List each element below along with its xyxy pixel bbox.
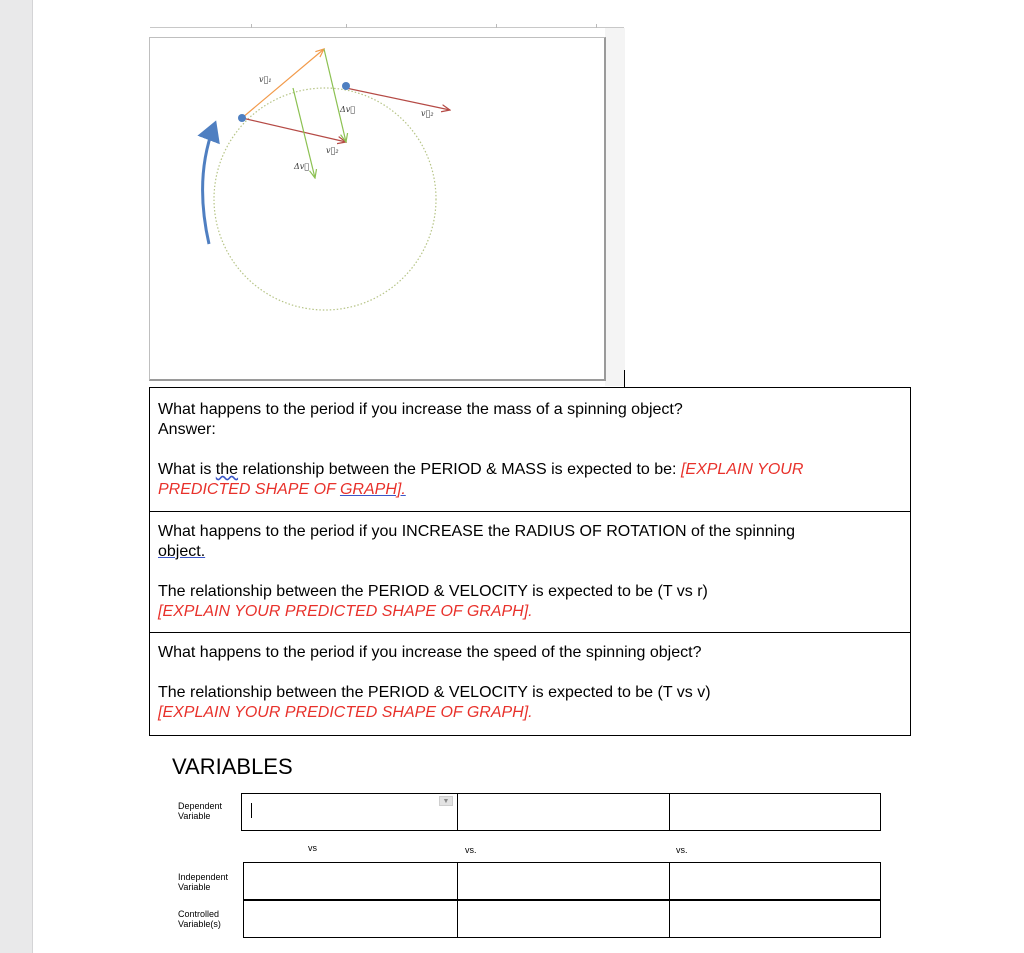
circular-motion-diagram[interactable] xyxy=(149,37,606,381)
v2-vector-upper xyxy=(346,88,450,110)
independent-variable-field-2[interactable] xyxy=(457,862,670,900)
question-cell-mass[interactable] xyxy=(150,388,910,512)
diagram-side-shadow xyxy=(605,28,625,386)
question-cell-radius[interactable] xyxy=(150,512,910,633)
independent-variable-field-1[interactable] xyxy=(243,862,458,900)
controlled-variable-field-1[interactable] xyxy=(243,900,458,938)
gutter-edge xyxy=(32,0,33,953)
vs-label-3: vs. xyxy=(676,845,688,855)
relationship-radius: The relationship between the PERIOD & VELOCITY is expected to be (T vs r) xyxy=(158,583,708,600)
dependent-variable-field-2[interactable] xyxy=(457,793,670,831)
dependent-variable-field-3[interactable] xyxy=(669,793,881,831)
ruler-tick xyxy=(596,24,597,28)
question-radius-cont: object. xyxy=(158,543,206,560)
answer-label: Answer: xyxy=(158,421,216,438)
relationship-mass: What is the relationship between the PERIOD & MASS is expected to be: [EXPLAIN YOUR xyxy=(158,461,804,478)
v2-vector-lower xyxy=(242,118,346,142)
label-delta-v-low: Δv⃗ xyxy=(294,162,310,171)
text-cursor xyxy=(251,803,252,818)
label-delta-v-top: Δv⃗ xyxy=(340,105,356,114)
ruler-tick xyxy=(496,24,497,28)
left-gutter xyxy=(0,0,32,953)
relationship-speed-hint: [EXPLAIN YOUR PREDICTED SHAPE OF GRAPH]. xyxy=(158,704,533,721)
dropdown-icon[interactable]: ▼ xyxy=(439,796,453,806)
ruler-tick xyxy=(346,24,347,28)
vs-label-2: vs. xyxy=(465,845,477,855)
label-v1: v⃗₁ xyxy=(259,75,272,84)
dependent-variable-label: Dependent Variable xyxy=(178,801,223,821)
rotation-arrow xyxy=(203,126,214,244)
position-point-1 xyxy=(238,114,246,122)
top-ruler xyxy=(150,27,624,28)
controlled-variable-field-3[interactable] xyxy=(669,900,881,938)
orbit-circle xyxy=(214,88,436,310)
relationship-radius-hint: [EXPLAIN YOUR PREDICTED SHAPE OF GRAPH]. xyxy=(158,603,533,620)
label-v2-mid: v⃗₂ xyxy=(326,146,339,155)
diagram-anchor-line xyxy=(624,370,625,388)
relationship-mass-hint: PREDICTED SHAPE OF GRAPH]. xyxy=(158,481,406,498)
dependent-variable-field-1[interactable] xyxy=(241,793,458,831)
independent-variable-label: Independent Variable xyxy=(178,872,229,892)
ruler-tick xyxy=(251,24,252,28)
question-mass: What happens to the period if you increase the mass of a spinning object? xyxy=(158,401,683,418)
position-point-2 xyxy=(342,82,350,90)
controlled-variable-field-2[interactable] xyxy=(457,900,670,938)
v1-vector xyxy=(242,49,324,118)
question-speed: What happens to the period if you increase the speed of the spinning object? xyxy=(158,644,702,661)
questions-table xyxy=(149,387,911,736)
label-v2-top: v⃗₂ xyxy=(421,109,434,118)
independent-variable-field-3[interactable] xyxy=(669,862,881,900)
vs-label-1: vs xyxy=(308,843,317,853)
question-radius: What happens to the period if you INCREASE the RADIUS OF ROTATION of the spinning xyxy=(158,523,796,540)
delta-v-vector-upper xyxy=(324,49,346,142)
controlled-variable-label: Controlled Variable(s) xyxy=(178,909,221,929)
variables-heading: VARIABLES xyxy=(172,754,293,779)
relationship-speed: The relationship between the PERIOD & VELOCITY is expected to be (T vs v) xyxy=(158,684,711,701)
question-cell-speed[interactable] xyxy=(150,633,910,735)
